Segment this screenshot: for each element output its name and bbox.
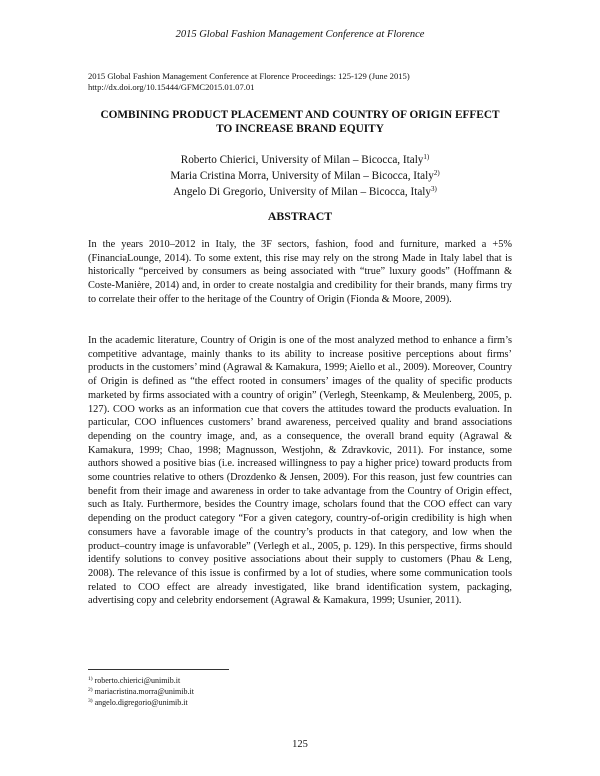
paper-title [60, 108, 540, 136]
footnote-3-email[interactable]: angelo.digregorio@unimib.it [94, 698, 188, 707]
author-3-mark: 3) [431, 185, 437, 193]
author-2-mark: 2) [433, 169, 440, 177]
footnote-1-email[interactable]: roberto.chierici@unimib.it [94, 676, 181, 685]
title-line-1: COMBINING PRODUCT PLACEMENT AND COUNTRY OF ORIGIN EFFECT [100, 109, 500, 121]
footnote-2 [88, 686, 194, 697]
author-1 [60, 152, 550, 168]
abstract-heading: ABSTRACT [267, 209, 333, 223]
footnotes [88, 675, 194, 708]
author-2-text: Maria Cristina Morra, University of Milan – Bicocca, Italy [170, 170, 434, 182]
author-1-mark: 1) [423, 153, 430, 161]
page-number: 125 [292, 739, 308, 750]
abstract-paragraph-2: In the academic literature, Country of Origin is one of the most analyzed method to enhance a firm’s competitive advantage, mainly thanks to its ability to increase positive perceptions about firms’ products in the customers’ mind (Agrawal & Kamakura, 1999; Aiello et al., 2009). Moreover, Country of Origin is defined as “the effect rooted in consumers’ images of the quality of specific products marketed by firms associated with a country of origin” (Verlegh, Steenkamp, & Meulenberg, 2005, p. 127). COO works as an information cue that covers the attitudes toward the products evaluation. In particular, COO influences customers’ brand awareness, perceived quality and brand associations depending on the country image, and, as a consequence, the overall brand equity (Agrawal & Kamakura, 1999; Chao, 1998; Magnusson, Westjohn, & Zdravkovic, 2011). For instance, some authors showed a positive bias (i.e. increased willingness to pay a higher price) toward products from some countries relative to others (Drozdenko & Jensen, 2009). For this reason, just few countries can benefit from their image and awareness in order to take advantage from the Country of Origin effect, such as Italy. Furthermore, besides the Country image, scholars found that the COO effect can vary depending on the product category “For a given category, country-of-origin credibility is high when consumers have a favorable image of the country’s products in that category, and low when the product–country image is unfavorable” (Verlegh et al., 2005, p. 129). In this perspective, firms should identify solutions to convey positive associations about their supply to customers (Phau & Leng, 2008). The relevance of this issue is confirmed by a lot of studies, where some communication tools related to COO effect are already investigated, like brand identification system, packaging, advertising copy and celebrity endorsement (Agrawal & Kamakura, 1999; Usunier, 2011). [88, 335, 512, 607]
author-list [60, 152, 550, 200]
footnote-2-email[interactable]: mariacristina.morra@unimib.it [94, 687, 194, 696]
proceedings-citation: 2015 Global Fashion Management Conference at Florence Proceedings: 125-129 (June 2015) [88, 71, 410, 81]
author-1-text: Roberto Chierici, University of Milan – Bicocca, Italy [180, 154, 424, 166]
footnote-3-mark: 3) [88, 698, 93, 704]
footnote-2-mark: 2) [88, 687, 93, 693]
title-line-2: TO INCREASE BRAND EQUITY [216, 123, 384, 135]
footnote-1-mark: 1) [88, 676, 93, 682]
footnote-1 [88, 675, 194, 686]
footnote-divider [88, 669, 229, 670]
abstract-paragraph-1: In the years 2010–2012 in Italy, the 3F sectors, fashion, food and furniture, marked a +5% (FinanciaLounge, 2014). To some extent, this rise may rely on the strong Made in Italy label that is historically “perceived by consumers as being associated with “true” luxury goods” (Hoffmann & Coste-Manière, 2014) and, in order to create nostalgia and credibility for their brands, many firms try to correlate their offer to the heritage of the Country of Origin (Fionda & Moore, 2009). [88, 239, 512, 305]
doi-link[interactable]: http://dx.doi.org/10.15444/GFMC2015.01.07.01 [88, 82, 255, 92]
author-2 [60, 168, 550, 184]
footnote-3 [88, 697, 194, 708]
running-head: 2015 Global Fashion Management Conference at Florence [175, 29, 425, 40]
author-3 [60, 184, 550, 200]
author-3-text: Angelo Di Gregorio, University of Milan – Bicocca, Italy [173, 186, 432, 198]
